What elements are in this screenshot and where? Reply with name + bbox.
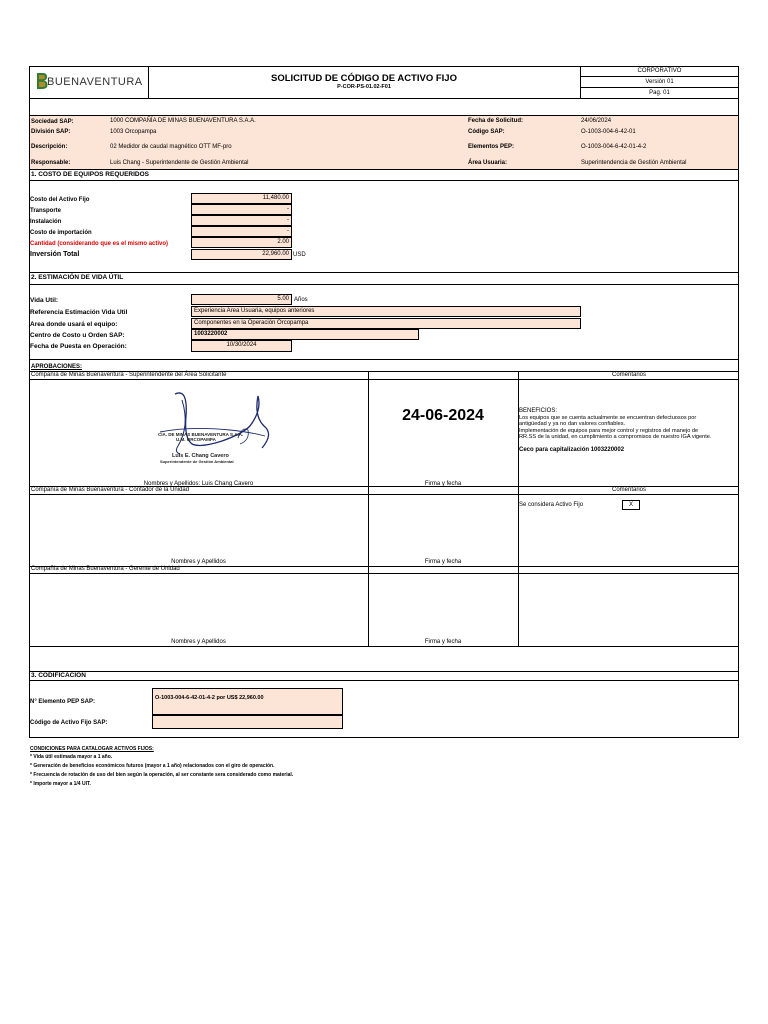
centro-costo-label: Centro de Costo u Orden SAP: — [30, 332, 125, 339]
corporativo-label: CORPORATIVO — [637, 68, 682, 74]
logo — [36, 71, 146, 91]
block3-name-label: Nombres y Apellidos — [171, 639, 226, 645]
vida-util-field[interactable]: 5.00 — [191, 294, 292, 305]
ceco-line: Ceco para capitalización 1003220002 — [519, 446, 625, 453]
stamp-line1: CIA. DE MINAS BUENAVENTURA S.A.A. — [158, 432, 244, 437]
elementos-pep-label: Elementos PEP: — [468, 144, 515, 150]
comment-line: BENEFICIOS: — [519, 408, 558, 414]
version-label: Versión 01 — [645, 79, 674, 85]
vida-util-label: Vida Util: — [30, 297, 59, 304]
comment-line: Los equipos que se cuenta actualmente se encuentran defectuosos por — [519, 414, 697, 421]
block1-name-label: Nombres y Apellidos: Luis Chang Cavero — [143, 481, 254, 487]
responsable-label: Responsable: — [31, 160, 71, 166]
inversion-unit: USD — [293, 252, 306, 258]
form-code: P-COR-PS-01.02-F01 — [337, 84, 391, 90]
block1-header: Compañía de Minas Buenaventura - Superintendente del Área Solicitante — [31, 372, 227, 378]
codigo-sap-label: Código SAP: — [468, 129, 505, 135]
importacion-label: Costo de importación — [30, 230, 92, 236]
costo-activo-label: Costo del Activo Fijo — [30, 197, 90, 203]
area-usuaria-value: Superintendencia de Gestión Ambiental — [581, 160, 687, 166]
referencia-field[interactable]: Experiencia Area Usuaria, equipos anteriores — [191, 306, 581, 317]
fecha-solicitud-value: 24/06/2024 — [581, 118, 612, 124]
division-value: 1003 Orcopampa — [110, 129, 157, 135]
aprobaciones-title: APROBACIONES: — [31, 364, 83, 370]
block2-comments-header: Comentarios — [611, 487, 646, 493]
block1-comments-header: Comentarios — [611, 372, 646, 378]
pep-sap-label: N° Elemento PEP SAP: — [30, 699, 95, 705]
section-costos-title: 1. COSTO DE EQUIPOS REQUERIDOS — [31, 171, 149, 178]
costo-activo-field[interactable]: 11,480.00 — [191, 193, 292, 204]
sociedad-label: Sociedad SAP: — [31, 119, 74, 125]
cantidad-label: Cantidad (considerando que es el mismo activo) — [30, 241, 169, 247]
fecha-operacion-label: Fecha de Puesta en Operación: — [30, 343, 127, 350]
inversion-total-label: Inversión Total — [30, 251, 80, 258]
vida-util-unit: Años — [294, 297, 308, 303]
descripcion-value: 02 Medidor de caudal magnético OTT MF-pro — [110, 144, 232, 150]
fecha-solicitud-label: Fecha de Solicitud: — [468, 118, 524, 124]
approval-date: 24-06-2024 — [402, 407, 484, 424]
instalacion-label: Instalación — [30, 219, 62, 225]
logo-text: BUENAVENTURA — [47, 76, 143, 88]
transporte-label: Transporte — [30, 208, 62, 214]
division-label: División SAP: — [31, 129, 71, 135]
comment-line: Implementación de equipos para mejor control y registros del manejo de — [519, 427, 699, 434]
activo-fijo-checkbox[interactable]: X — [622, 500, 640, 510]
centro-costo-field[interactable]: 1003220002 — [191, 329, 419, 340]
condicion-item: * Frecuencia de rotación de uso del bien según la operación, al ser constante sera considerado como material. — [30, 772, 294, 778]
fecha-operacion-field[interactable]: 10/30/2024 — [191, 340, 292, 352]
area-usuaria-label: Área Usuaria: — [468, 160, 508, 166]
section-vida-title: 2. ESTIMACIÓN DE VIDA ÚTIL — [31, 274, 124, 281]
activo-fijo-sap-field[interactable] — [152, 715, 343, 729]
stamp-line2: U.M. ORCOPAMPA — [176, 437, 216, 442]
instalacion-field[interactable]: - — [191, 215, 292, 226]
importacion-field[interactable]: - — [191, 226, 292, 237]
form-title: SOLICITUD DE CÓDIGO DE ACTIVO FIJO — [271, 73, 457, 84]
block2-header: Compañía de Minas Buenaventura - Contador de la Unidad — [31, 487, 190, 493]
pep-sap-field[interactable]: O-1003-004-6-42-01-4-2 por US$ 22,960.00 — [152, 688, 343, 715]
area-equipo-field[interactable]: Componentes en la Operación Orcopampa — [191, 318, 581, 329]
stamp-role: Superintendente de Gestión Ambiental — [160, 459, 234, 464]
condicion-item: * Importe mayor a 1/4 UIT. — [30, 781, 91, 787]
block3-header: Compañía de Minas Buenaventura - Gerente de Unidad — [31, 566, 180, 572]
block3-firma-label: Firma y fecha — [424, 639, 462, 645]
activo-fijo-sap-label: Código de Activo Fijo SAP: — [30, 720, 108, 726]
block2-firma-label: Firma y fecha — [424, 559, 462, 565]
responsable-value: Luis Chang - Superintendente de Gestión Ambiental — [110, 160, 249, 166]
referencia-label: Referencia Estimación Vida Util — [30, 309, 128, 316]
block1-firma-label: Firma y fecha — [424, 481, 462, 487]
section-codificacion-title: 3. CODIFICACION — [31, 672, 86, 679]
block1-comments — [519, 408, 737, 454]
area-equipo-label: Area donde usará el equipo: — [30, 321, 118, 328]
cantidad-field[interactable]: 2.00 — [191, 237, 292, 248]
codigo-sap-value: O-1003-004-6-42-01 — [581, 129, 636, 135]
descripcion-label: Descripción: — [31, 144, 68, 150]
condicion-item: * Vida útil estimada mayor a 1 año. — [30, 754, 113, 760]
signature — [130, 386, 280, 470]
activo-fijo-label: Se considera Activo Fijo — [519, 502, 584, 508]
transporte-field[interactable]: - — [191, 204, 292, 215]
condiciones — [30, 745, 293, 789]
stamp-name: Luis E. Chang Cavero — [172, 453, 229, 459]
sociedad-value: 1000 COMPAÑÍA DE MINAS BUENAVENTURA S.A.A. — [110, 118, 256, 124]
condiciones-title: CONDICIONES PARA CATALOGAR ACTIVOS FIJOS: — [30, 746, 154, 752]
comment-line: antigüedad y ya no dan valores confiables. — [519, 421, 626, 427]
page-label: Pag. 01 — [649, 90, 670, 96]
condicion-item: * Generación de beneficios económicos futuros (mayor a 1 año) relacionados con el giro de operación. — [30, 763, 275, 769]
elementos-pep-value: O-1003-004-6-42-01-4-2 — [581, 144, 647, 150]
inversion-total-field[interactable]: 22,960.00 — [191, 249, 292, 260]
block2-name-label: Nombres y Apellidos — [171, 559, 226, 565]
comment-line: RR.SS de la unidad, en cumplimiento a compromisos de nuestro IGA vigente. — [519, 434, 712, 440]
